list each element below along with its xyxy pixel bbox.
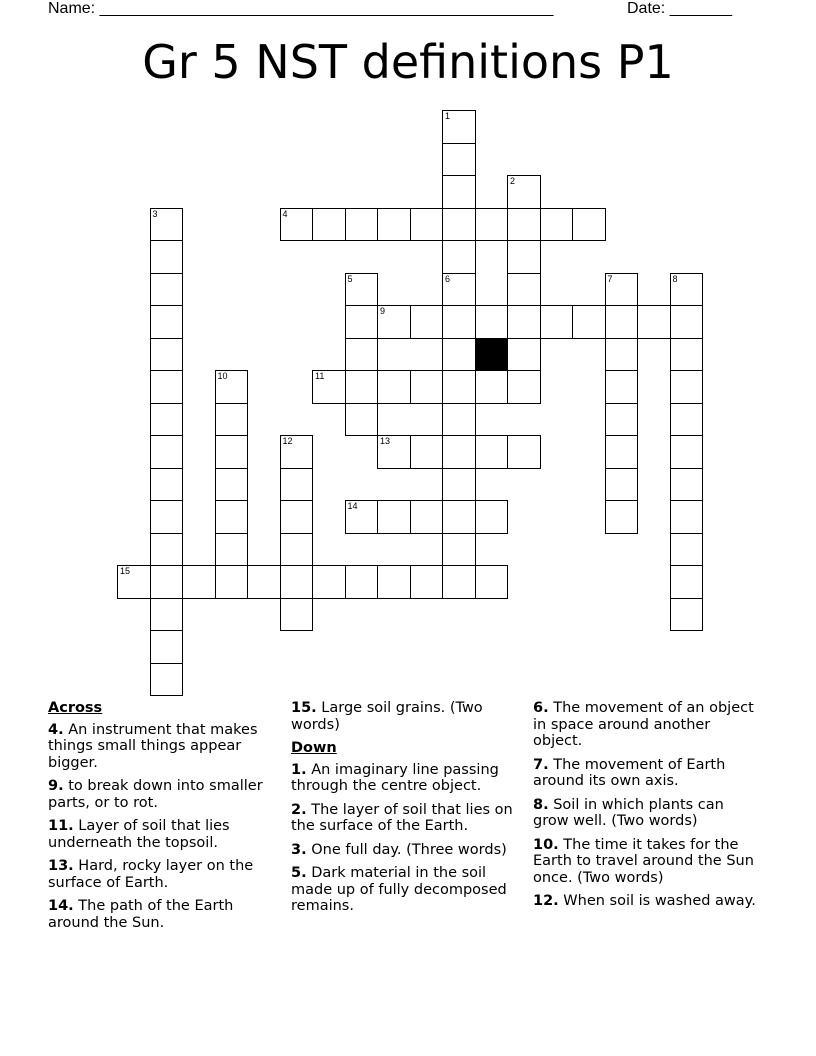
- clue-text: Hard, rocky layer on the surface of Earth.: [48, 858, 254, 891]
- crossword-cell[interactable]: [572, 208, 606, 242]
- crossword-cell[interactable]: [670, 273, 704, 307]
- cell-number: 2: [510, 176, 516, 186]
- clue-number: 6.: [533, 700, 549, 716]
- clue-number: 15.: [291, 700, 317, 716]
- clue-down-1: [291, 762, 519, 795]
- clue-number: 13.: [48, 858, 74, 874]
- crossword-cell[interactable]: [442, 468, 476, 502]
- cell-number: 3: [152, 208, 158, 219]
- crossword-cell[interactable]: [475, 208, 509, 242]
- crossword-cell[interactable]: [150, 370, 184, 404]
- crossword-cell[interactable]: [410, 565, 444, 599]
- crossword-cell[interactable]: [280, 598, 314, 632]
- crossword-cell[interactable]: [442, 370, 476, 404]
- crossword-cell[interactable]: [442, 240, 476, 274]
- crossword-cell[interactable]: [507, 305, 541, 339]
- crossword-cell[interactable]: [150, 500, 184, 534]
- crossword-cell[interactable]: [670, 565, 704, 599]
- cell-number: 6: [445, 273, 451, 284]
- crossword-cell[interactable]: [345, 370, 379, 404]
- crossword-cell[interactable]: [507, 370, 541, 404]
- clue-across-4: [48, 722, 276, 772]
- crossword-cell[interactable]: [670, 403, 704, 437]
- clue-number: 3.: [291, 841, 307, 858]
- cell-number: 11: [315, 371, 325, 381]
- crossword-cell[interactable]: [442, 435, 476, 469]
- cell-number: 4: [282, 208, 288, 219]
- crossword-cell[interactable]: [670, 370, 704, 404]
- crossword-cell[interactable]: [442, 208, 476, 242]
- across-heading: Across: [48, 700, 103, 716]
- crossword-cell[interactable]: [215, 403, 249, 437]
- crossword-cell[interactable]: [215, 533, 249, 567]
- crossword-cell[interactable]: [247, 565, 281, 599]
- crossword-cell[interactable]: [442, 143, 476, 177]
- clue-down-6: [533, 700, 761, 750]
- cell-number: 8: [672, 273, 678, 284]
- crossword-cell[interactable]: [117, 565, 151, 599]
- crossword-cell[interactable]: [150, 305, 184, 339]
- clue-text: Layer of soil that lies underneath the topsoil.: [48, 818, 230, 851]
- clue-number: 12.: [533, 893, 559, 909]
- crossword-cell[interactable]: [150, 273, 184, 307]
- crossword-cell[interactable]: [670, 305, 704, 339]
- cell-number: 12: [282, 436, 293, 446]
- crossword-cell[interactable]: [442, 403, 476, 437]
- cell-number: 5: [347, 273, 353, 284]
- clue-number: 8.: [533, 796, 549, 813]
- crossword-cell[interactable]: [377, 435, 411, 469]
- clue-text: The layer of soil that lies on the surface of the Earth.: [291, 801, 513, 834]
- clue-text: One full day. (Three words): [311, 841, 507, 858]
- crossword-cell[interactable]: [605, 338, 639, 372]
- crossword-cell[interactable]: [442, 305, 476, 339]
- crossword-cell[interactable]: [670, 468, 704, 502]
- crossword-cell[interactable]: [377, 305, 411, 339]
- clue-text: The movement of an object in space around another object.: [533, 700, 754, 749]
- crossword-cell[interactable]: [150, 468, 184, 502]
- cell-number: 7: [607, 273, 613, 284]
- crossword-cell[interactable]: [215, 435, 249, 469]
- cell-number: 15: [120, 566, 131, 576]
- crossword-cell[interactable]: [377, 208, 411, 242]
- clue-text: Soil in which plants can grow well. (Two words): [533, 796, 724, 829]
- page-title: Gr 5 NST definitions P1: [142, 35, 674, 89]
- crossword-cell[interactable]: [150, 403, 184, 437]
- cell-number: 9: [380, 306, 386, 316]
- crossword-cell[interactable]: [410, 208, 444, 242]
- clue-number: 4.: [48, 721, 64, 738]
- crossword-cell[interactable]: [345, 403, 379, 437]
- clue-text: to break down into smaller parts, or to rot.: [48, 778, 263, 811]
- crossword-cell[interactable]: [182, 565, 216, 599]
- crossword-cell[interactable]: [150, 533, 184, 567]
- clue-number: 2.: [291, 801, 307, 818]
- cell-number: 14: [347, 501, 358, 511]
- crossword-cell[interactable]: [345, 500, 379, 534]
- crossword-cell[interactable]: [442, 533, 476, 567]
- clue-text: An instrument that makes things small things appear bigger.: [48, 721, 258, 771]
- crossword-cell[interactable]: [670, 533, 704, 567]
- crossword-cell[interactable]: [280, 500, 314, 534]
- crossword-cell[interactable]: [605, 435, 639, 469]
- crossword-cell[interactable]: [377, 565, 411, 599]
- crossword-cell[interactable]: [637, 305, 671, 339]
- crossword-cell[interactable]: [507, 208, 541, 242]
- clue-text: The time it takes for the Earth to travel around the Sun once. (Two words): [533, 836, 754, 886]
- crossword-cell[interactable]: [345, 273, 379, 307]
- crossword-cell[interactable]: [670, 500, 704, 534]
- clue-number: 1.: [291, 761, 307, 778]
- crossword-cell[interactable]: [605, 273, 639, 307]
- crossword-cell[interactable]: [150, 240, 184, 274]
- crossword-cell[interactable]: [215, 500, 249, 534]
- crossword-cell[interactable]: [442, 175, 476, 209]
- crossword-cell[interactable]: [150, 565, 184, 599]
- crossword-cell[interactable]: [215, 370, 249, 404]
- crossword-cell[interactable]: [475, 305, 509, 339]
- crossword-cell[interactable]: [312, 370, 346, 404]
- crossword-cell[interactable]: [312, 565, 346, 599]
- crossword-cell[interactable]: [312, 208, 346, 242]
- clue-text: Large soil grains. (Two words): [291, 700, 483, 733]
- crossword-cell[interactable]: [280, 435, 314, 469]
- crossword-cell[interactable]: [670, 435, 704, 469]
- crossword-cell[interactable]: [280, 468, 314, 502]
- clue-number: 11.: [48, 818, 74, 834]
- crossword-cell[interactable]: [410, 305, 444, 339]
- crossword-cell[interactable]: [442, 500, 476, 534]
- crossword-cell[interactable]: [670, 338, 704, 372]
- crossword-cell[interactable]: [507, 175, 541, 209]
- clue-number: 14.: [48, 898, 74, 914]
- crossword-cell[interactable]: [280, 565, 314, 599]
- crossword-cell[interactable]: [507, 240, 541, 274]
- clue-down-8: [533, 797, 761, 830]
- crossword-black-cell: [475, 338, 509, 372]
- crossword-cell[interactable]: [442, 273, 476, 307]
- clue-text: The movement of Earth around its own axis.: [533, 756, 726, 789]
- clue-down-2: [291, 802, 519, 835]
- crossword-cell[interactable]: [605, 500, 639, 534]
- clue-column-3: [533, 700, 761, 917]
- crossword-cell[interactable]: [280, 208, 314, 242]
- crossword-cell[interactable]: [475, 435, 509, 469]
- crossword-cell[interactable]: [475, 370, 509, 404]
- clue-text: An imaginary line passing through the centre object.: [291, 761, 499, 794]
- crossword-cell[interactable]: [442, 565, 476, 599]
- crossword-cell[interactable]: [605, 468, 639, 502]
- crossword-cell[interactable]: [150, 208, 184, 242]
- crossword-cell[interactable]: [507, 435, 541, 469]
- clue-text: Dark material in the soil made up of fully decomposed remains.: [291, 865, 507, 914]
- crossword-cell[interactable]: [215, 565, 249, 599]
- crossword-cell[interactable]: [150, 435, 184, 469]
- crossword-cell[interactable]: [215, 468, 249, 502]
- cell-number: 13: [380, 436, 391, 446]
- clue-number: 10.: [533, 836, 559, 853]
- cell-number: 10: [217, 371, 228, 381]
- crossword-cell[interactable]: [150, 663, 184, 697]
- crossword-cell[interactable]: [410, 435, 444, 469]
- crossword-cell[interactable]: [377, 370, 411, 404]
- crossword-cell[interactable]: [345, 565, 379, 599]
- clue-down-7: [533, 757, 761, 790]
- crossword-cell[interactable]: [507, 338, 541, 372]
- down-heading: Down: [291, 740, 337, 756]
- clue-across-15: [291, 700, 519, 733]
- clue-down-5: [291, 865, 519, 915]
- clue-number: 9.: [48, 778, 64, 794]
- clue-across-9: [48, 778, 276, 811]
- clue-number: 5.: [291, 865, 307, 881]
- crossword-cell[interactable]: [345, 338, 379, 372]
- clue-column-1: [48, 700, 276, 938]
- crossword-cell[interactable]: [572, 305, 606, 339]
- crossword-cell[interactable]: [670, 598, 704, 632]
- clue-down-10: [533, 837, 761, 887]
- crossword-cell[interactable]: [540, 208, 574, 242]
- crossword-cell[interactable]: [345, 208, 379, 242]
- clue-across-11: [48, 818, 276, 851]
- cell-number: 1: [445, 111, 451, 121]
- crossword-cell[interactable]: [410, 370, 444, 404]
- clue-across-13: [48, 858, 276, 891]
- crossword-cell[interactable]: [150, 338, 184, 372]
- crossword-cell[interactable]: [475, 500, 509, 534]
- name-label: Name: ___________________________________________________: [48, 0, 554, 17]
- date-label: Date: _______: [627, 0, 732, 17]
- crossword-cell[interactable]: [150, 598, 184, 632]
- clue-text: When soil is washed away.: [563, 893, 756, 909]
- crossword-cell[interactable]: [150, 630, 184, 664]
- crossword-cell[interactable]: [377, 500, 411, 534]
- crossword-cell[interactable]: [475, 565, 509, 599]
- clue-number: 7.: [533, 756, 549, 773]
- crossword-cell[interactable]: [605, 403, 639, 437]
- crossword-cell[interactable]: [280, 533, 314, 567]
- crossword-cell[interactable]: [540, 305, 574, 339]
- crossword-cell[interactable]: [345, 305, 379, 339]
- crossword-cell[interactable]: [442, 110, 476, 144]
- clue-column-2: [291, 700, 519, 922]
- crossword-cell[interactable]: [442, 338, 476, 372]
- crossword-cell[interactable]: [605, 305, 639, 339]
- crossword-cell[interactable]: [507, 273, 541, 307]
- clue-down-12: [533, 893, 761, 910]
- clue-down-3: [291, 842, 519, 859]
- crossword-cell[interactable]: [410, 500, 444, 534]
- clue-across-14: [48, 898, 276, 931]
- crossword-cell[interactable]: [605, 370, 639, 404]
- clue-text: The path of the Earth around the Sun.: [48, 898, 234, 931]
